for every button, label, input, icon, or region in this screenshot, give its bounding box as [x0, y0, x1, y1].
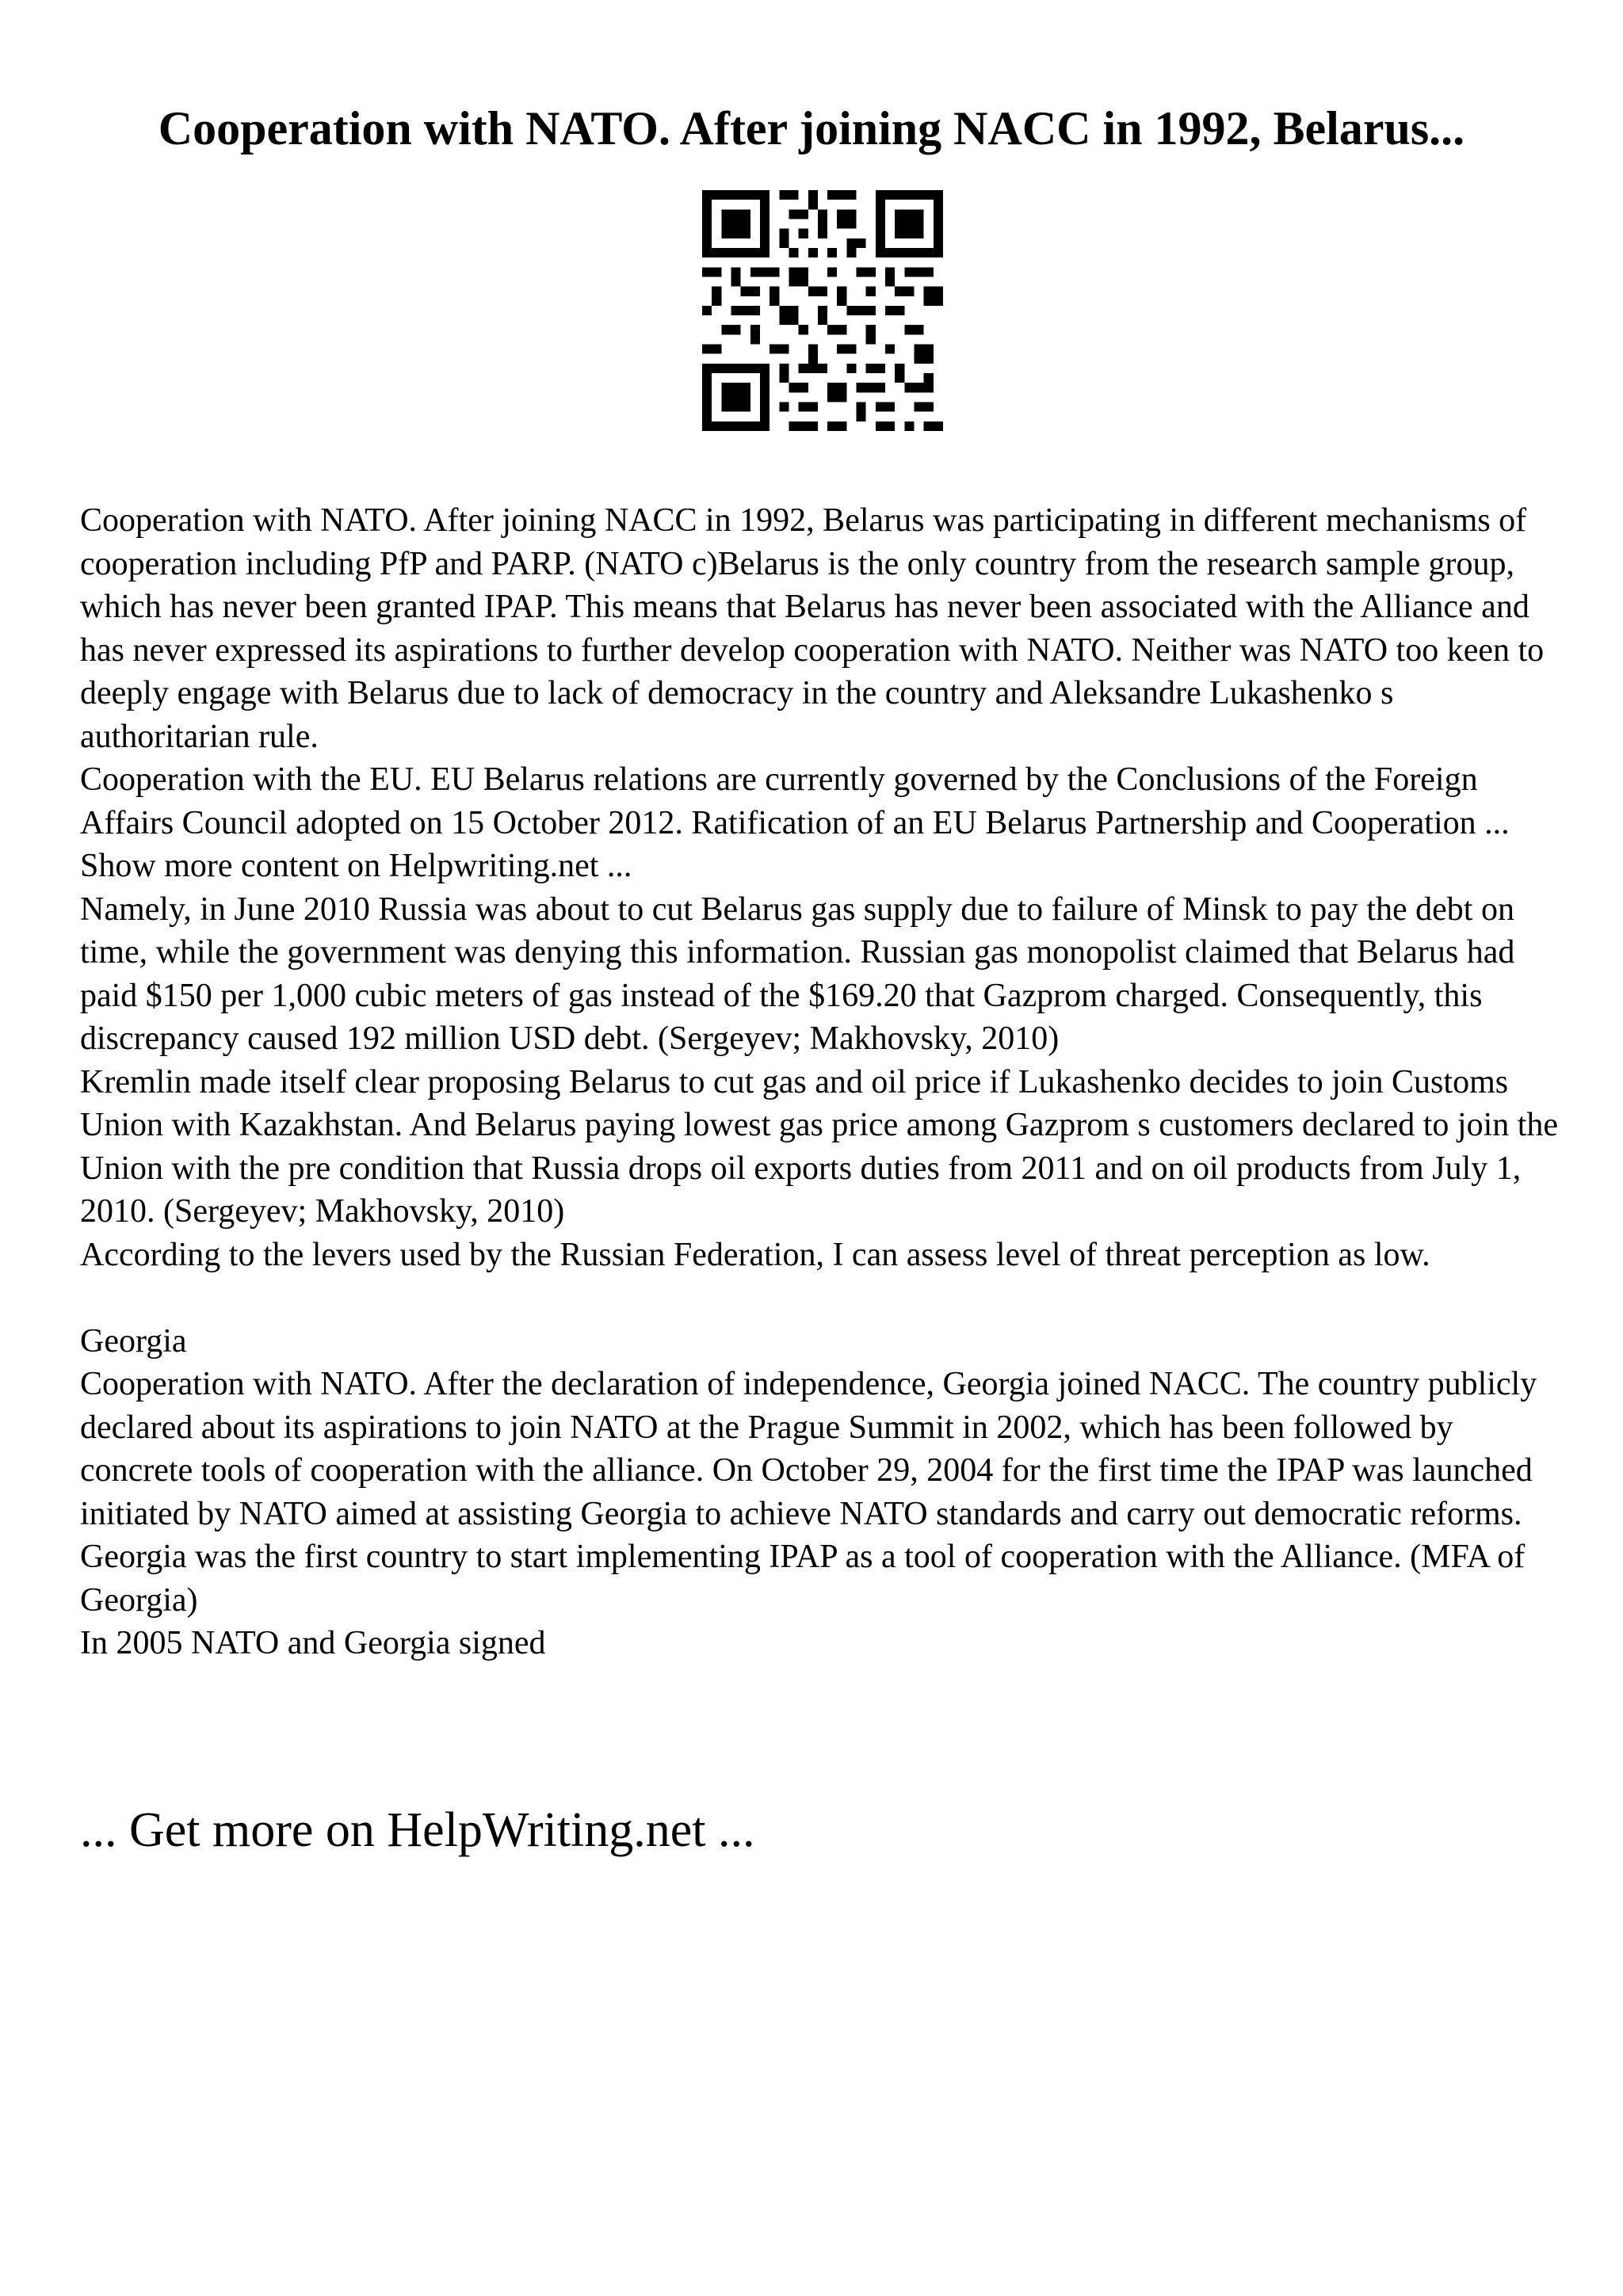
document-body — [80, 499, 1570, 1665]
paragraph-nato-georgia: Cooperation with NATO. After the declaration of independence, Georgia joined NACC. The country publicly declared about its aspirations to join NATO at the Prague Summit in 2002, which has been followed by concrete tools of cooperation with the alliance. On October 29, 2004 for the first time the IPAP was launched initiated by NATO aimed at assisting Georgia to achieve NATO standards and carry out democratic reforms. Georgia was the first country to start implementing IPAP as a tool of cooperation with the Alliance. (MFA of Georgia) — [80, 1366, 1537, 1619]
paragraph-eu-belarus: Cooperation with the EU. EU Belarus relations are currently governed by the Conclusions of the Foreign Affairs Council adopted on 15 October 2012. Ratification of an EU Belarus Partnership and Cooperation ... Show more content on Helpwriting.net ... — [80, 761, 1510, 884]
paragraph-customs-union: Kremlin made itself clear proposing Belarus to cut gas and oil price if Lukashenko decides to join Customs Union with Kazakhstan. And Belarus paying lowest gas price among Gazprom s customers declared to join the Union with the pre condition that Russia drops oil exports duties from 2011 and on oil products from July 1, 2010. (Sergeyev; Makhovsky, 2010) — [80, 1063, 1559, 1230]
qr-code-icon — [702, 190, 943, 431]
paragraph-gas-debt: Namely, in June 2010 Russia was about to cut Belarus gas supply due to failure of Minsk to pay the debt on time, while the government was denying this information. Russian gas monopolist claimed that Belarus had paid $150 per 1,000 cubic meters of gas instead of the $169.20 that Gazprom charged. Consequently, this discrepancy caused 192 million USD debt. (Sergeyev; Makhovsky, 2010) — [80, 891, 1515, 1057]
paragraph-nato-belarus: Cooperation with NATO. After joining NACC in 1992, Belarus was participating in different mechanisms of cooperation including PfP and PARP. (NATO c)Belarus is the only country from the research sample group, which has never been granted IPAP. This means that Belarus has never been associated with the Alliance and has never expressed its aspirations to further develop cooperation with NATO. Neither was NATO too keen to deeply engage with Belarus due to lack of democracy in the country and Aleksandre Lukashenko s authoritarian rule. — [80, 502, 1545, 755]
get-more-link[interactable]: ... Get more on HelpWriting.net ... — [80, 1803, 755, 1857]
section-heading-georgia: Georgia — [80, 1322, 187, 1360]
paragraph-threat-assessment: According to the levers used by the Russian Federation, I can assess level of threat perception as low. — [80, 1236, 1430, 1273]
paragraph-spacer — [80, 1276, 1570, 1320]
paragraph-nato-georgia-2005: In 2005 NATO and Georgia signed — [80, 1625, 546, 1661]
document-title: Cooperation with NATO. After joining NACC in 1992, Belarus... — [158, 102, 1465, 154]
